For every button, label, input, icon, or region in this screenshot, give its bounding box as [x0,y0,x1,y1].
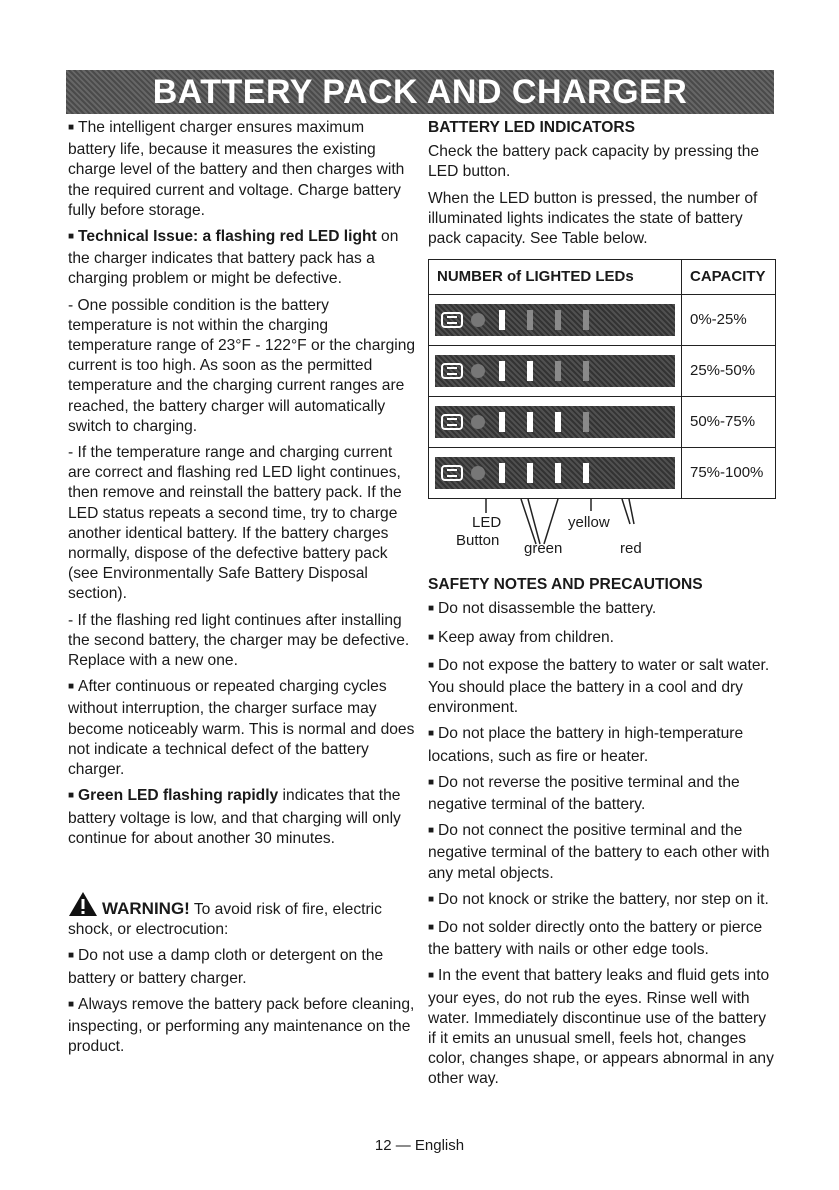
indicator-icon [471,415,485,429]
led-bar [555,310,561,330]
paragraph: Check the battery pack capacity by pressing the LED button. [428,143,760,181]
paragraph: - If the flashing red light continues after installing the second battery, the charger may be defective. Replace with a new one. [68,611,410,670]
bullet-icon: ■ [428,922,435,934]
led-panel [435,304,675,336]
led-bar [555,361,561,381]
table-header-capacity: CAPACITY [682,260,776,295]
capacity-cell: 50%-75% [682,397,776,448]
bullet-icon: ■ [68,998,75,1010]
yellow-label: yellow [568,514,610,532]
paragraph: ■ The intelligent charger ensures maximum battery life, because it measures the existing charge level of the battery and then charges with the required current and voltage. Charge battery fully before storage. [68,119,405,219]
bullet-icon: ■ [68,950,75,962]
table-header-leds: NUMBER of LIGHTED LEDs [429,260,682,295]
capacity-cell: 75%-100% [682,448,776,499]
paragraph: ■ Do not reverse the positive terminal and the negative terminal of the battery. [428,773,740,814]
led-indicator-cell [429,397,682,448]
led-bar [527,412,533,432]
led-bar [499,463,505,483]
paragraph: ■ Do not use a damp cloth or detergent on the battery or battery charger. [68,947,384,987]
bullet-icon: ■ [428,631,435,643]
green-label: green [524,540,563,558]
warning-paragraph: WARNING! To avoid risk of fire, electric shock, or electrocution: [68,891,416,940]
paragraph: ■ Do not disassemble the battery. [428,600,657,618]
paragraph: ■ Do not connect the positive terminal and the negative terminal of the battery to each other with any metal objects. [428,822,770,882]
paragraph: ■ Green LED flashing rapidly indicates that the battery voltage is low, and that charging will only continue for about another 30 minutes. [68,787,401,847]
paragraph: When the LED button is pressed, the number of illuminated lights indicates the state of battery pack capacity. See Table below. [428,189,758,248]
table-row [429,448,776,499]
paragraph: - If the temperature range and charging current are correct and flashing red LED light continues, then remove and reinstall the battery pack. If the LED status repeats a second time, try to charge another identical battery. If the battery charges normally, dispose of the defective battery pack (see Environmentally Safe Battery Disposal section). [68,444,402,603]
bullet-icon: ■ [428,893,435,905]
paragraph: ■ Do not solder directly onto the battery or pierce the battery with nails or other edge tools. [428,919,763,959]
bullet-icon: ■ [428,970,435,982]
battery-button-icon [441,465,463,481]
led-bar [499,310,505,330]
led-bar [583,310,589,330]
bullet-icon: ■ [428,728,435,740]
bullet-icon: ■ [428,603,435,615]
led-indicator-cell [429,346,682,397]
paragraph: ■ After continuous or repeated charging cycles without interruption, the charger surface may become noticeably warm. This is normal and does not indicate a technical defect of the battery charger. [68,678,415,779]
led-bar [555,463,561,483]
indicator-icon [471,364,485,378]
page-title: BATTERY PACK AND CHARGER [152,72,688,111]
bullet-icon: ■ [68,681,75,693]
capacity-cell: 25%-50% [682,346,776,397]
battery-button-icon [441,312,463,328]
capacity-cell: 0%-25% [682,295,776,346]
led-label: LED [472,514,502,532]
led-section-heading: BATTERY LED INDICATORS [428,119,636,136]
paragraph: - One possible condition is the battery temperature is not within the charging temperature range of 23°F - 122°F or the charging current is too high. As soon as the permitted temperature and the charging current ranges are reached, the battery charger will automatically switch to charging. [68,296,416,435]
bullet-icon: ■ [428,825,435,837]
paragraph: ■ Do not place the battery in high-temperature locations, such as fire or heater. [428,725,744,765]
table-row [429,397,776,448]
led-bar [499,361,505,381]
table-row [429,295,776,346]
led-indicator-cell [429,448,682,499]
paragraph: ■ Keep away from children. [428,628,614,646]
led-bar [527,310,533,330]
led-panel [435,355,675,387]
paragraph: ■ Always remove the battery pack before cleaning, inspecting, or performing any maintenance on the product. [68,995,415,1056]
indicator-icon [471,313,485,327]
indicator-icon [471,466,485,480]
red-label: red [620,540,642,558]
led-bar [583,412,589,432]
led-bar [499,412,505,432]
paragraph: ■ In the event that battery leaks and fluid gets into your eyes, do not rub the eyes. Rinse well with water. Immediately discontinue use of the battery if it emits an unusual smell, feels hot, changes color, changes shape, or appears abnormal in any other way. [428,967,774,1088]
safety-section-heading: SAFETY NOTES AND PRECAUTIONS [428,576,703,594]
led-indicator-cell [429,295,682,346]
title-banner [66,70,774,114]
button-label: Button [456,532,500,550]
led-panel [435,457,675,489]
battery-button-icon [441,363,463,379]
left-column [68,118,416,1063]
led-diagram [428,499,776,569]
bullet-icon: ■ [68,122,75,133]
led-bar [583,463,589,483]
paragraph: ■ Technical Issue: a flashing red LED light on the charger indicates that battery pack has a charging problem or might be defective. [68,228,399,288]
table-row [429,346,776,397]
led-bar [555,412,561,432]
page-footer: 12 — English [374,1137,465,1154]
led-capacity-table [428,259,776,499]
bullet-icon: ■ [428,776,435,788]
bullet-icon: ■ [428,659,435,671]
led-bar [527,463,533,483]
right-column [428,118,776,1096]
battery-button-icon [441,414,463,430]
warning-icon [68,891,98,917]
led-panel [435,406,675,438]
bullet-icon: ■ [68,790,75,802]
paragraph: ■ Do not knock or strike the battery, nor step on it. [428,890,769,908]
led-bar [583,361,589,381]
bullet-icon: ■ [68,231,75,243]
paragraph: ■ Do not expose the battery to water or salt water. You should place the battery in a cool and dry environment. [428,656,770,717]
led-bar [527,361,533,381]
